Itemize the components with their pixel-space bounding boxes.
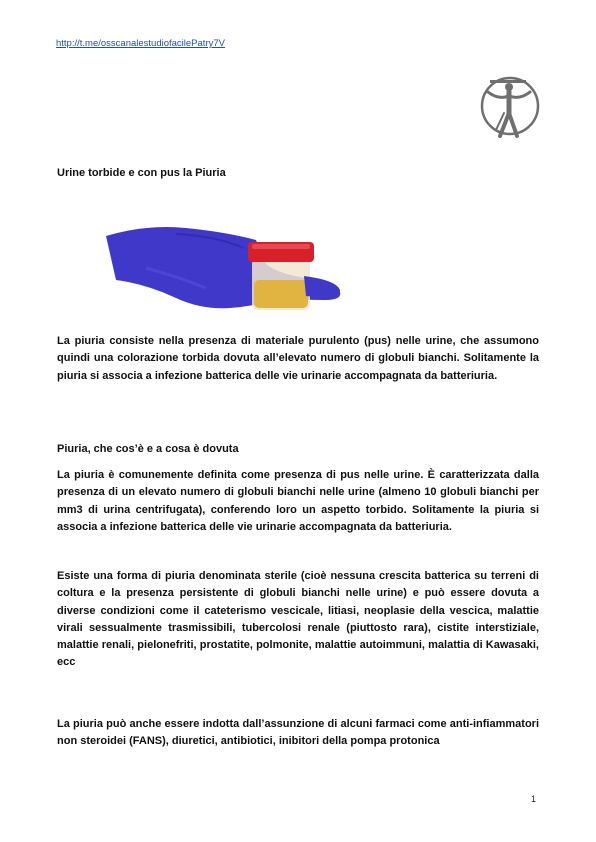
- intro-paragraph: La piuria consiste nella presenza di materiale purulento (pus) nelle urine, che assumono quindi una colorazione torbida dovuta all’elevato numero di globuli bianchi. Solitamente la piuria si associa a infezione batterica delle vie urinarie accompagnata da batteriuria.: [57, 335, 539, 382]
- sterile-piuria-paragraph: Esiste una forma di piuria denominata sterile (cioè nessuna crescita batterica su terreni di coltura e la presenza persistente di globuli bianchi nelle urine) e può essere dovuta a diverse condizioni come il cateterismo vescicale, litiasi, neoplasie della vescica, malattie virali sessualmente trasmissibili, tubercolosi renale (piuttosto rara), cistite interstiziale, malattie renali, pielonefriti, prostatite, polmonite, malattie autoimmuni, malattia di Kawasaki, ecc: [57, 570, 539, 669]
- page-title: Urine torbide e con pus la Piuria: [57, 167, 226, 179]
- section-heading: Piuria, che cos’è e a cosa è dovuta: [57, 443, 239, 455]
- definition-paragraph: La piuria è comunemente definita come presenza di pus nelle urine. È caratterizzata dalla presenza di un elevato numero di globuli bianchi nelle urine (almeno 10 globuli bianchi per mm3 di urina centrifugata), conferendo loro un aspetto torbido. Solitamente la piuria si associa a infezione batterica delle vie urinarie accompagnata da batteriuria.: [57, 469, 539, 533]
- gloved-hand-urine-container-photo: [106, 218, 342, 320]
- header-link[interactable]: http://t.me/osscanalestudiofacilePatry7V: [56, 38, 225, 49]
- drugs-paragraph: La piuria può anche essere indotta dall’assunzione di alcuni farmaci come anti-infiammatori non steroidei (FANS), diuretici, antibiotici, inibitori della pompa protonica: [57, 718, 539, 748]
- page-number: 1: [531, 794, 537, 804]
- vitruvian-man-logo-icon: [476, 70, 540, 142]
